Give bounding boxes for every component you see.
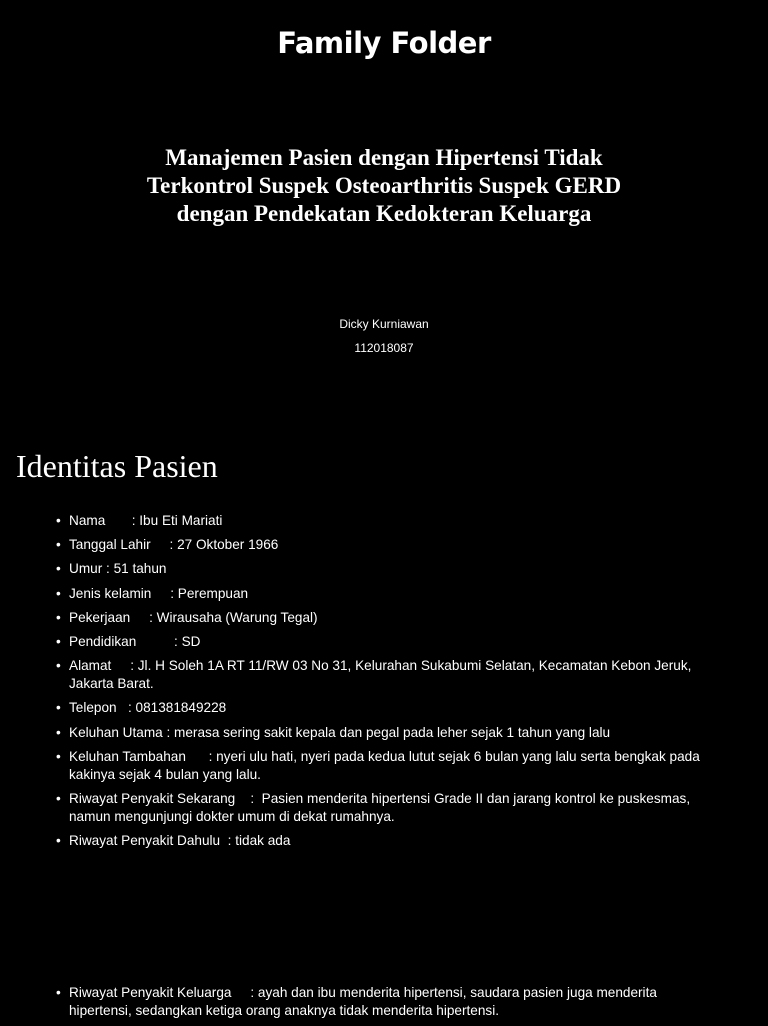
field-separator: : (151, 585, 178, 601)
bullet-icon: • (56, 585, 61, 601)
patient-info-item-riwayat-penyakit-sekarang (56, 790, 716, 826)
patient-info-item-nama (56, 512, 716, 530)
patient-info-item-jenis-kelamin (56, 585, 716, 603)
bullet-icon: • (56, 724, 61, 740)
field-value: Wirausaha (Warung Tegal) (156, 609, 318, 625)
patient-info-item-alamat (56, 657, 716, 693)
bullet-icon: • (56, 700, 61, 716)
patient-info-item-riwayat-penyakit-dahulu (56, 832, 716, 850)
field-separator: : (162, 724, 175, 740)
field-label: Pendidikan (69, 633, 137, 649)
family-folder-title: Family Folder (277, 26, 491, 60)
patient-info-item-keluhan-utama (56, 724, 716, 742)
field-label: Pekerjaan (69, 609, 131, 625)
field-value: Perempuan (177, 585, 249, 601)
bullet-icon: • (56, 513, 61, 528)
field-separator: : (105, 513, 140, 528)
patient-identity-slide (0, 420, 768, 1024)
bullet-icon: • (56, 985, 61, 1000)
field-separator: : (185, 748, 217, 764)
field-value: Jl. H Soleh 1A RT 11/RW 03 No 31, Kelurahan Sukabumi Selatan, Kecamatan Kebon Jeruk, Jakarta Barat. (69, 658, 692, 692)
field-label: Riwayat Penyakit Keluarga (69, 985, 232, 1000)
field-label: Riwayat Penyakit Dahulu (69, 833, 221, 849)
patient-info-item-umur (56, 560, 716, 578)
field-separator: : (136, 633, 182, 649)
presentation-title-line: Manajemen Pasien dengan Hipertensi Tidak (165, 145, 603, 170)
bullet-icon: • (56, 748, 61, 764)
field-value: SD (181, 633, 201, 649)
field-value: nyeri ulu hati, nyeri pada kedua lutut sejak 6 bulan yang lalu serta bengkak pada kakinya sejak 4 bulan yang lalu. (69, 748, 700, 782)
bullet-icon: • (56, 561, 61, 577)
field-separator: : (130, 609, 157, 625)
field-separator: : (220, 833, 236, 849)
field-value: 081381849228 (135, 700, 227, 716)
presentation-title (60, 144, 708, 228)
field-label: Nama (69, 513, 106, 528)
field-separator: : (111, 658, 138, 674)
field-separator: : (235, 790, 262, 806)
patient-info-item-keluhan-tambahan (56, 748, 716, 784)
field-value: Ibu Eti Mariati (139, 513, 223, 528)
author-student-id: 112018087 (354, 341, 414, 355)
field-label: Tanggal Lahir (69, 537, 151, 553)
field-separator: : (116, 700, 136, 716)
field-label: Keluhan Tambahan (69, 748, 186, 764)
patient-info-item-tanggal-lahir (56, 536, 716, 554)
field-value: tidak ada (235, 833, 291, 849)
patient-info-item-riwayat-penyakit-keluarga (56, 984, 716, 1020)
bullet-icon: • (56, 658, 61, 674)
field-separator: : (150, 537, 178, 553)
bullet-icon: • (56, 537, 61, 553)
bullet-icon: • (56, 633, 61, 649)
title-slide (0, 0, 768, 420)
patient-info-item-pekerjaan (56, 609, 716, 627)
field-value: 51 tahun (113, 561, 167, 577)
presentation-title-line: dengan Pendekatan Kedokteran Keluarga (176, 201, 592, 226)
field-value: ayah dan ibu menderita hipertensi, saudara pasien juga menderita hipertensi, sedangkan ketiga orang anaknya tidak menderita hipertensi. (69, 985, 657, 1018)
patient-info-list (56, 512, 716, 856)
field-label: Telepon (69, 700, 117, 716)
field-label: Alamat (69, 658, 112, 674)
field-separator: : (102, 561, 114, 577)
field-value: merasa sering sakit kepala dan pegal pada leher sejak 1 tahun yang lalu (174, 724, 611, 740)
field-label: Jenis kelamin (69, 585, 152, 601)
field-label: Keluhan Utama (69, 724, 163, 740)
field-label: Riwayat Penyakit Sekarang (69, 790, 236, 806)
bullet-icon: • (56, 609, 61, 625)
section-heading: Identitas Pasien (16, 448, 218, 484)
patient-info-list-continued (56, 984, 716, 1026)
presentation-title-line: Terkontrol Suspek Osteoarthritis Suspek GERD (146, 173, 622, 198)
field-label: Umur (69, 561, 103, 577)
author-name: Dicky Kurniawan (339, 317, 429, 331)
patient-info-item-telepon (56, 699, 716, 717)
field-separator: : (231, 985, 258, 1000)
bullet-icon: • (56, 833, 61, 849)
field-value: 27 Oktober 1966 (177, 537, 279, 553)
field-value: Pasien menderita hipertensi Grade II dan jarang kontrol ke puskesmas, namun mengunjungi dokter umum di dekat rumahnya. (69, 790, 691, 824)
patient-info-item-pendidikan (56, 633, 716, 651)
bullet-icon: • (56, 790, 61, 806)
